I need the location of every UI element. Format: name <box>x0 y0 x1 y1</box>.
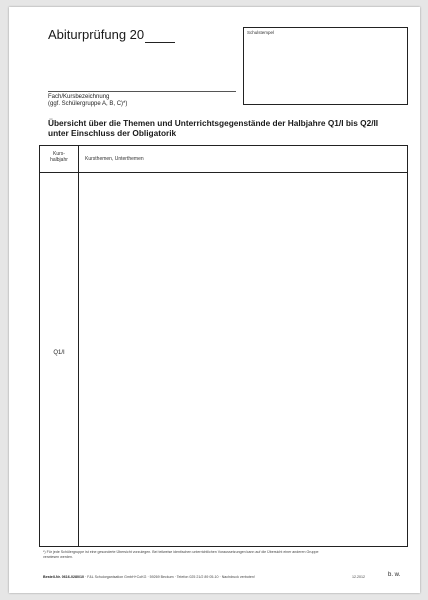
header-course-semester-line2: halbjahr <box>50 157 68 163</box>
publisher-info: · F&L Schulorganisation GmbH+CoKG · 59269 Beckum · Telefon 025 21/2 89 05-10 · Nachdruck verboten! <box>83 575 255 579</box>
subject-label-line1: Fach/Kursbezeichnung <box>48 94 110 100</box>
topics-table <box>39 145 408 547</box>
title-text: Abiturprüfung 20 <box>48 27 145 42</box>
heading-line1: Übersicht über die Themen und Unterrichtsgegenstände der Halbjahre Q1/I bis Q2/II <box>48 118 379 128</box>
footnote-line2: verwiesen werden. <box>43 555 73 559</box>
please-turn-over: b. w. <box>388 572 401 578</box>
header-divider <box>40 172 407 173</box>
year-blank-line <box>145 27 175 43</box>
school-stamp-label: Schulstempel <box>247 30 275 35</box>
school-stamp-box <box>243 27 408 105</box>
subject-label <box>48 94 127 108</box>
document-title <box>48 27 175 43</box>
header-course-semester <box>40 151 78 163</box>
section-heading <box>48 118 408 138</box>
header-course-semester-line1: Kurs- <box>53 151 65 157</box>
form-date: 12.2012 <box>352 575 365 579</box>
document-page <box>9 7 420 593</box>
header-course-topics: Kursthemen, Unterthemen <box>85 156 144 162</box>
footnote-line1: *) Für jede Schülergruppe ist eine gesonderte Übersicht vorzulegen. Bei teilweise identischen unterrichtlichen Voraussetzungen kann auf die Übersicht einer anderen Gruppe <box>43 550 319 554</box>
order-number: Bestell-Nr. 0616-0280/10 <box>43 575 84 579</box>
heading-line2: unter Einschluss der Obligatorik <box>48 128 177 138</box>
row-label-q1-i: Q1/I <box>53 350 65 356</box>
column-divider <box>78 146 79 546</box>
subject-label-line2: (ggf. Schülergruppe A, B, C)*) <box>48 101 128 107</box>
footnote <box>43 550 408 560</box>
order-info <box>43 575 255 579</box>
subject-fill-line <box>48 91 236 92</box>
